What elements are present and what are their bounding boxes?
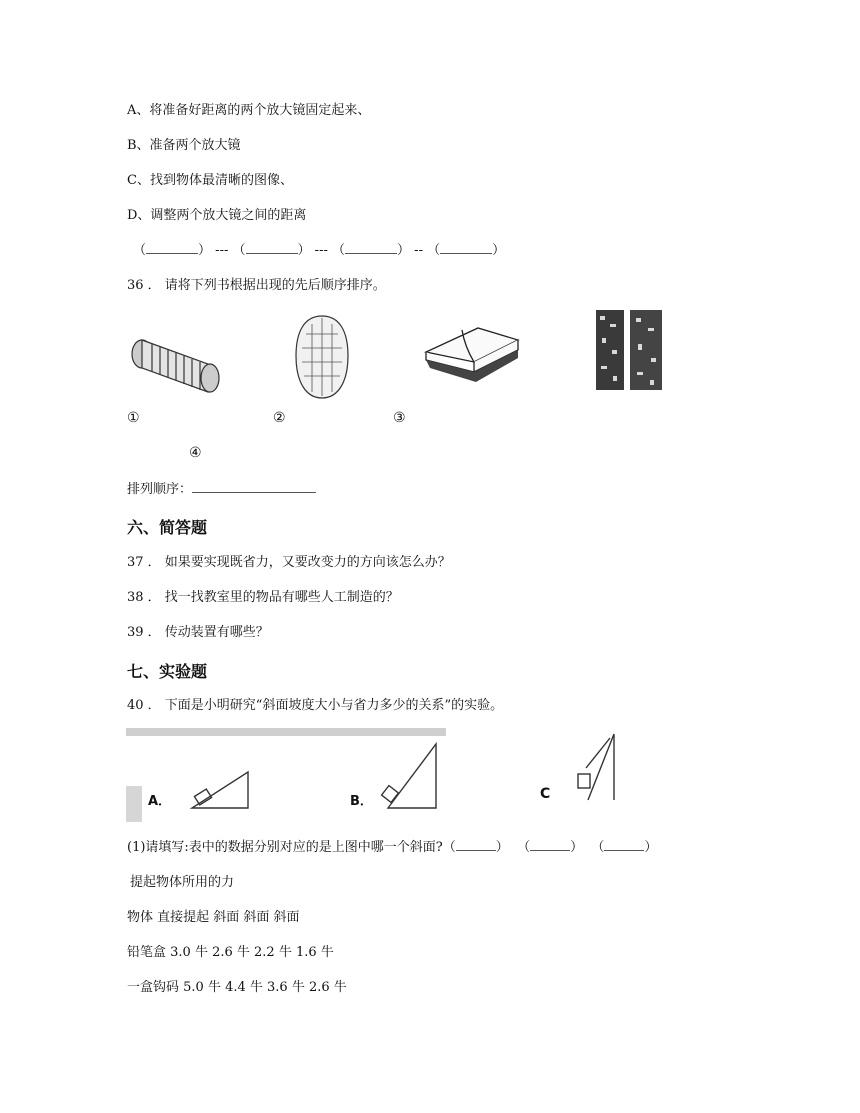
fig-label-a: A． xyxy=(148,794,172,809)
question-40: 40 ． 下面是小明研究“斜面坡度大小与省力多少的关系”的实验。 xyxy=(127,698,504,713)
label-1: ① xyxy=(127,410,140,426)
fig-label-c: C xyxy=(540,786,551,802)
table-header: 物体 直接提起 斜面 斜面 斜面 xyxy=(127,910,300,925)
table-title: 提起物体所用的力 xyxy=(130,875,235,890)
question-36: 36 ． 请将下列书根据出现的先后顺序排序。 xyxy=(127,278,386,293)
table-row-pencil-case: 铅笔盒 3.0 牛 2.6 牛 2.2 牛 1.6 牛 xyxy=(127,945,334,960)
label-2: ② xyxy=(273,410,286,426)
label-3: ③ xyxy=(393,410,406,426)
option-a: A、将准备好距离的两个放大镜固定起来、 xyxy=(127,103,371,118)
inscribed-slips-image xyxy=(596,310,662,390)
question-37: 37 ． 如果要实现既省力，又要改变力的方向该怎么办？ xyxy=(127,555,451,570)
table-row-hook-weights: 一盒钩码 5.0 牛 4.4 牛 3.6 牛 2.6 牛 xyxy=(127,980,347,995)
label-4: ④ xyxy=(189,445,202,461)
bamboo-scroll-image xyxy=(128,330,220,394)
option-d: D、调整两个放大镜之间的距离 xyxy=(127,208,307,223)
incline-experiment-image xyxy=(126,728,626,824)
question-39: 39 ． 传动装置有哪些？ xyxy=(127,625,269,640)
section-6-title: 六、简答题 xyxy=(127,518,208,537)
order-blanks: （ ） --- （ ） --- （ ） -- （ ） xyxy=(133,243,506,258)
fig-label-b: B． xyxy=(350,794,373,809)
option-c: C、找到物体最清晰的图像、 xyxy=(127,173,293,188)
section-7-title: 七、实验题 xyxy=(127,662,208,681)
order-answer: 排列顺序： xyxy=(127,481,316,499)
open-book-image xyxy=(422,322,522,394)
silk-cloth-book-image xyxy=(292,312,352,402)
question-38: 38 ． 找一找教室里的物品有哪些人工制造的？ xyxy=(127,590,399,605)
option-b: B、准备两个放大镜 xyxy=(127,138,241,153)
sub-question-1: (1)请填写:表中的数据分别对应的是上图中哪一个斜面?（ ） （ ） （ ） xyxy=(127,840,658,855)
